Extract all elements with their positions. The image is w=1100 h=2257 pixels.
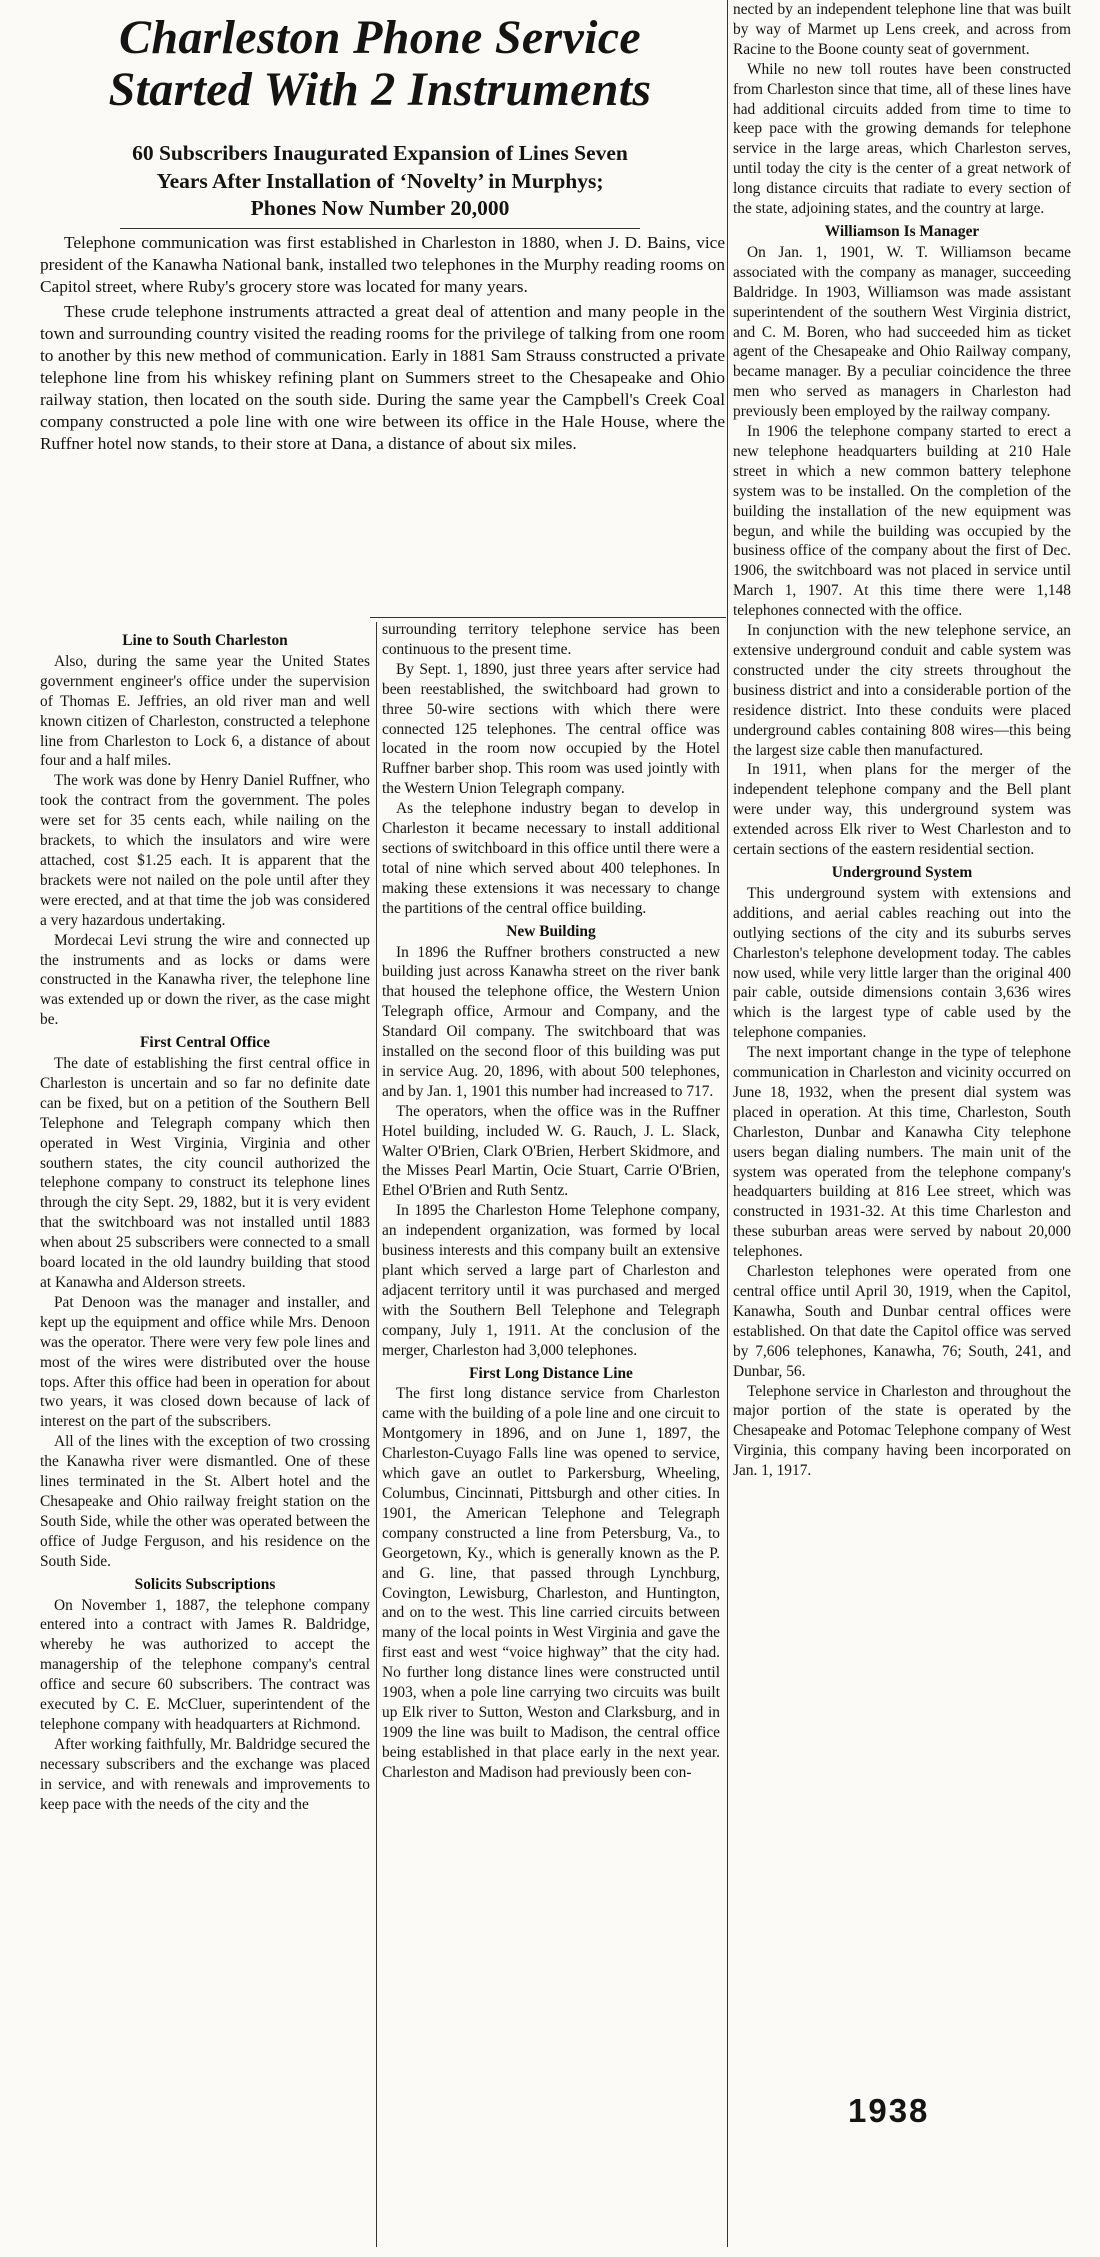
paragraph: surrounding territory telephone service has been continuous to the present time.: [382, 621, 720, 658]
paragraph: The next important change in the type of telephone communication in Charleston and vicinity occurred on June 18, 1932, when the present dial system was placed in operation. At this time, Charleston, South Charleston, Dunbar and Kanawha City telephone users began dialing numbers. The main unit of the system was operated from the telephone company's headquarters building at 816 Lee street, which was constructed in 1931-32. At this time Charleston and these suburban areas were served by nabout 20,000 telephones.: [733, 1044, 1071, 1261]
subhead-solicits-subscriptions: Solicits Subscriptions: [134, 1575, 276, 1593]
paragraph: nected by an independent telephone line that was built by way of Marmet up Lens creek, and across from Racine to the Boone county seat of government.: [733, 1, 1071, 58]
paragraph: On Jan. 1, 1901, W. T. Williamson became associated with the company as manager, succeeding Baldridge. In 1903, Williamson was made assistant superintendent of the southern West Virginia district, and C. M. Boren, who had succeeded him as ticket agent of the Chesapeake and Ohio Railway company, became manager. By a peculiar coincidence the three men who served as managers in Charleston had previously been employed by the railway company.: [733, 243, 1071, 421]
subhead-new-building: New Building: [506, 922, 596, 940]
subheadline-line-2: Years After Installation of ‘Novelty’ in Murphys;: [156, 168, 604, 193]
headline-line-2: Started With 2 Instruments: [108, 62, 652, 116]
paragraph: The operators, when the office was in the Ruffner Hotel building, included W. G. Rauch, J. L. Slack, Walter O'Brien, Clark O'Brien, Herbert Skidmore, and the Misses Pearl Martin, Ocie Stuart, Carrie O'Brien, Ethel O'Brien and Ruth Sentz.: [382, 1102, 720, 1200]
section-rule: [370, 617, 726, 618]
paragraph: Charleston telephones were operated from one central office until April 30, 1919, when the Capitol, Kanawha, South and Dunbar central offices were established. On that date the Capitol office was served by 7,606 telephones, Kanawha, 76; South, 241, and Dunbar, 56.: [733, 1263, 1071, 1380]
paragraph: This underground system with extensions and additions, and aerial cables reaching out into the outlying sections of the city and its suburbs serves Charleston's telephone development today. The cables now used, while very little larger than the original 400 pair cable, outside dimensions contain 3,636 wires which is the largest type of cable used by the telephone companies.: [733, 884, 1071, 1042]
column-divider: [376, 622, 377, 2247]
paragraph: In 1896 the Ruffner brothers constructed a new building just across Kanawha street on the river bank that housed the telephone office, the Western Union Telegraph office, Armour and Company, and the Standard Oil company. The switchboard that was installed on the second floor of this building was put in service Aug. 20, 1896, with about 500 telephones, and by Jan. 1, 1901 this number had increased to 717.: [382, 943, 720, 1100]
paragraph: All of the lines with the exception of two crossing the Kanawha river were dismantled. One of these lines terminated in the St. Albert hotel and the Chesapeake and Ohio railway freight station on the South Side, while the other was operated between the office of Judge Ferguson, and his residence on the South Side.: [40, 1433, 370, 1570]
column-2: [382, 620, 720, 1783]
subheadline-line-1: 60 Subscribers Inaugurated Expansion of Lines Seven: [132, 141, 628, 165]
subhead-underground-system: Underground System: [831, 863, 973, 881]
subheadline: [40, 140, 720, 223]
lead-paragraph-2: These crude telephone instruments attracted a great deal of attention and many people in the town and surrounding country visited the reading rooms for the privilege of talking from one room to another by this new method of communication. Early in 1881 Sam Strauss constructed a private telephone line from his whiskey refining plant on Summers street to the Chesapeake and Ohio railway station, then located on the south side. During the same year the Campbell's Creek Coal company constructed a pole line with one wire between its office in the Hale House, where the Ruffner hotel now stands, to their store at Dana, a distance of about six miles.: [40, 302, 725, 453]
paragraph: Pat Denoon was the manager and installer, and kept up the equipment and office while Mrs. Denoon was the operator. There were very few pole lines and most of the wires were distributed over the house tops. After this office had been in operation for about two years, it was closed down because of lack of interest on the part of the subscribers.: [40, 1293, 370, 1431]
paragraph: While no new toll routes have been constructed from Charleston since that time, all of these lines have had additional circuits added from time to time to keep pace with the growing demands for telephone service in the large areas, which Charleston serves, until today the city is the center of a great network of long distance circuits that radiate to every section of the state, adjoining states, and the country at large.: [733, 60, 1071, 218]
headline-line-1: Charleston Phone Service: [119, 11, 641, 64]
subhead-first-long-distance-line: First Long Distance Line: [469, 1364, 633, 1382]
headline-rule: [120, 228, 640, 229]
paragraph: The date of establishing the first central office in Charleston is uncertain and so far no definite date can be fixed, but on a petition of the Southern Bell Telephone and Telegraph company which then operated in West Virginia, Virginia and other southern states, the city council authorized the telephone company to construct its telephone lines through the city Sept. 29, 1882, but it is very evident that the switchboard was not installed until 1883 when about 25 subscribers were connected to a small board located in the old laundry building that stood at Kanawha and Alderson streets.: [40, 1055, 370, 1291]
paragraph: The work was done by Henry Daniel Ruffner, who took the contract from the government. The poles were set for 35 cents each, while nailing on the brackets, to which the insulators and wire were attached, cost $1.25 each. It is apparent that the brackets were not nailed on the pole until after they were erected, and at that time the job was considered a very hazardous undertaking.: [40, 772, 370, 929]
subhead-line-to-south-charleston: Line to South Charleston: [122, 632, 288, 649]
paragraph: Also, during the same year the United States government engineer's office under the supervision of Thomas E. Jeffries, an old river man and well known citizen of Charleston, constructed a telephone line from Charleston to Lock 6, a distance of about four and a half miles.: [40, 652, 370, 770]
lead-paragraphs: [40, 232, 725, 458]
headline: [40, 12, 720, 116]
paragraph: The first long distance service from Charleston came with the building of a pole line and one circuit to Montgomery in 1896, and on June 1, 1897, the Charleston-Cuyago Falls line was opened to service, which gave an outlet to Parkersburg, Wheeling, Columbus, Cincinnati, Pittsburgh and other cities. In 1901, the American Telephone and Telegraph company constructed a line from Petersburg, Va., to Georgetown, Ky., which is generally known as the P. and G. line, that passed through Lynchburg, Covington, Lewisburg, Charleston, and Huntington, and on to the west. This line carried circuits between many of the local points in West Virginia and gave the first east and west “voice highway” that the city had. No further long distance lines were constructed until 1903, when a pole line carrying two circuits was built up Elk river to Sutton, Weston and Clarksburg, and in 1909 the line was built to Madison, the central office being established in that place early in the next year. Charleston and Madison had previously been con-: [382, 1385, 720, 1781]
column-3: [733, 0, 1071, 1481]
paragraph: As the telephone industry began to develop in Charleston it became necessary to install additional sections of switchboard in this office until there were a total of nine which served about 400 telephones. In making these extensions it was necessary to change the partitions of the central office building.: [382, 800, 720, 917]
subhead-williamson-is-manager: Williamson Is Manager: [824, 222, 980, 240]
paragraph: By Sept. 1, 1890, just three years after service had been reestablished, the switchboard had grown to three 50-wire sections with which there were connected 125 telephones. The central office was located in the room now occupied by the Hotel Ruffner barber shop. This room was used jointly with the Western Union Telegraph company.: [382, 660, 720, 798]
paragraph: In 1911, when plans for the merger of the independent telephone company and the Bell plant were under way, this underground system was extended across Elk river to West Charleston and to certain sections of the eastern residential section.: [733, 761, 1071, 859]
subhead-first-central-office: First Central Office: [140, 1034, 270, 1052]
paragraph: After working faithfully, Mr. Baldridge secured the necessary subscribers and the exchange was placed in service, and with renewals and improvements to keep pace with the needs of the city and the: [40, 1735, 370, 1813]
subheadline-line-3: Phones Now Number 20,000: [250, 196, 510, 221]
paragraph: On November 1, 1887, the telephone company entered into a contract with James R. Baldridge, whereby he was authorized to accept the managership of the telephone company's central office and secure 60 subscribers. The contract was executed by C. E. McCluer, superintendent of the telephone company with headquarters at Richmond.: [40, 1596, 370, 1733]
paragraph: Telephone service in Charleston and throughout the major portion of the state is operated by the Chesapeake and Potomac Telephone company of West Virginia, this company having been incorporated on Jan. 1, 1917.: [733, 1382, 1071, 1480]
lead-paragraph-1: Telephone communication was first established in Charleston in 1880, when J. D. Bains, vice president of the Kanawha National bank, installed two telephones in the Murphy reading rooms on Capitol street, where Ruby's grocery store was located for many years.: [40, 233, 725, 296]
paragraph: In 1895 the Charleston Home Telephone company, an independent organization, was formed by local business interests and this company built an extensive plant which served a large part of Charleston and adjacent territory until it was purchased and merged with the Southern Bell Telephone and Telegraph company, July 1, 1911. At the conclusion of the merger, Charleston had 3,000 telephones.: [382, 1202, 720, 1359]
column-divider: [727, 0, 728, 2247]
year-label: 1938: [848, 2092, 930, 2129]
paragraph: In conjunction with the new telephone service, an extensive underground conduit and cable system was constructed under the city streets throughout the business district and into a considerable portion of the residence district. Into these conduits were placed underground cables containing 808 wires—this being the largest size cable then manufactured.: [733, 622, 1071, 759]
paragraph: Mordecai Levi strung the wire and connected up the instruments and as locks or dams were constructed in the Kanawha river, the telephone line was extended up or down the river, as the case might be.: [40, 931, 370, 1029]
column-1: [40, 628, 370, 1814]
paragraph: In 1906 the telephone company started to erect a new telephone headquarters building at 210 Hale street in which a new common battery telephone system was to be installed. On the completion of the building the installation of the new equipment was begun, and while the building was occupied by the business office of the company about the first of Dec. 1906, the switchboard was not placed in service until March 1, 1907. At this time there were 1,148 telephones connected with the office.: [733, 423, 1071, 620]
